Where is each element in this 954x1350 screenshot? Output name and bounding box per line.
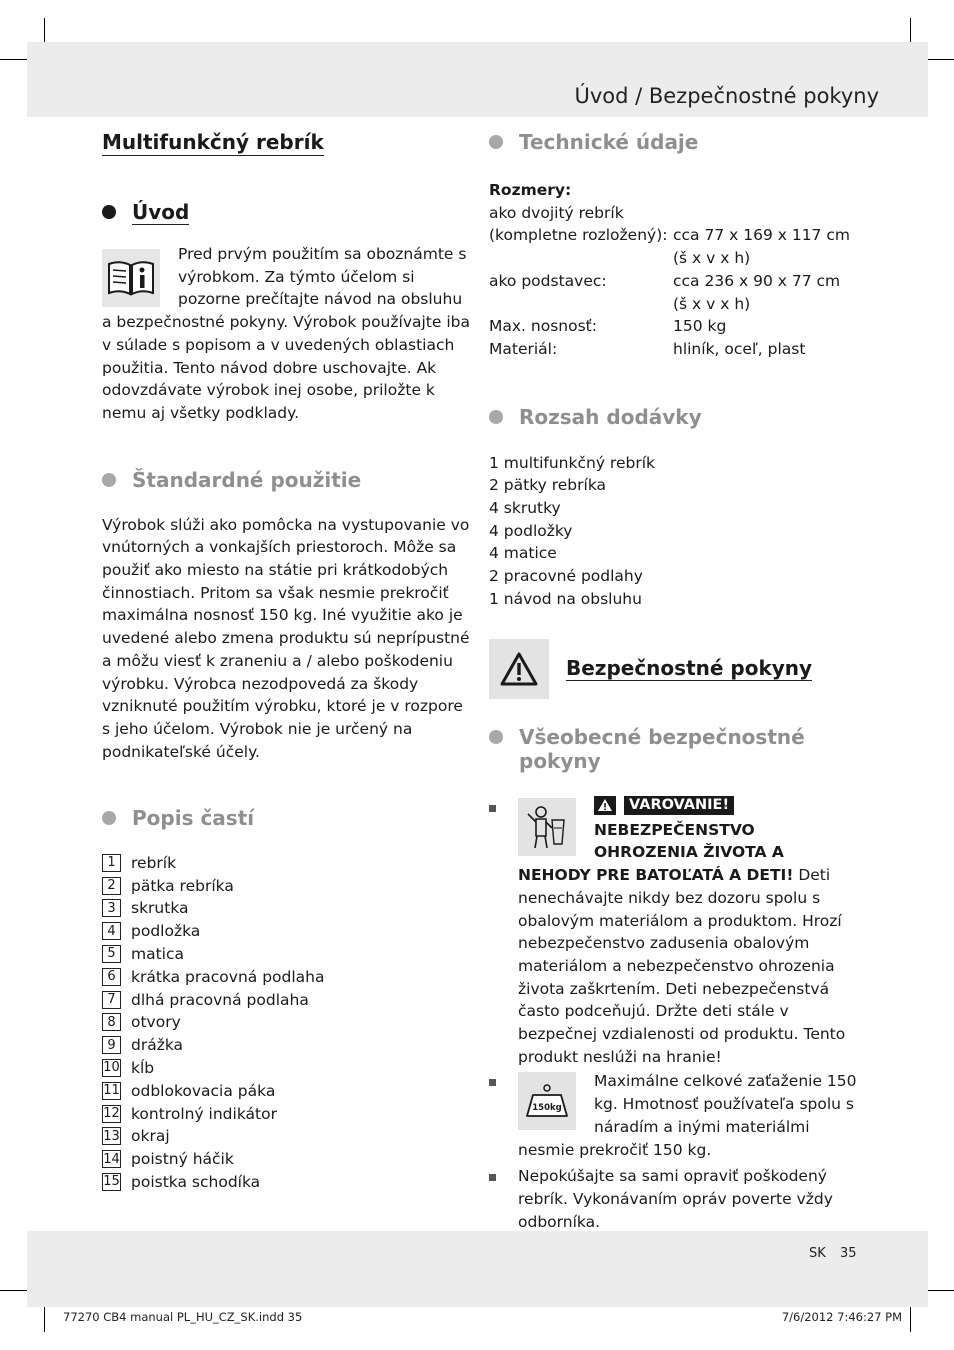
- part-number: 3: [102, 899, 121, 917]
- part-number: 15: [103, 1174, 120, 1190]
- spec-table: [489, 202, 859, 361]
- footer-band: [27, 1231, 928, 1307]
- warning-tag: VAROVANIE!: [624, 796, 734, 815]
- delivery-item: 2 pätky rebríka: [489, 476, 607, 495]
- warning-item: [489, 796, 859, 1069]
- crop-mark: [0, 59, 28, 60]
- part-label: poistka schodíka: [131, 1172, 261, 1191]
- spec-key: [489, 247, 673, 270]
- part-number: 2: [102, 877, 121, 895]
- part-row: [102, 1057, 470, 1080]
- part-number: 11: [103, 1083, 120, 1099]
- delivery-item: 1 multifunkčný rebrík: [489, 453, 655, 472]
- spec-value: (š x v x h): [673, 249, 751, 268]
- section-delivery: [489, 405, 859, 429]
- spec-value: (š x v x h): [673, 294, 751, 313]
- section-tech: [489, 130, 859, 154]
- part-number: 12: [103, 1106, 120, 1122]
- intro-text: Pred prvým použitím sa oboznámte s výrobkom. Za týmto účelom si pozorne prečítajte návod na obsluhu a bezpečnostné pokyny. Výrobok používajte iba v súlade s popisom a v uvedených oblastiach použitia. Tento návod dobre uschovajte. Ak odovzdávate výrobok inej osobe, priložte k nemu aj všetky podklady.: [102, 245, 470, 422]
- repair-text: Nepokúšajte sa sami opraviť poškodený rebrík. Vykonávaním opráv poverte vždy odborníka.: [518, 1167, 833, 1231]
- section-heading: Úvod: [132, 200, 190, 224]
- warning-text: Deti nenechávajte nikdy bez dozoru spolu s obalovým materiálom a produktom. Hrozí nebezpečenstvo zadusenia obalovým materiálom a nebezpečenstvo ohrozenia života zaškrtením. Deti nebezpečenstvá často podceňujú. Držte deti stále v bezpečnej vzdialenosti od produktu. Tento produkt neslúži na hranie!: [518, 866, 846, 1066]
- part-row: [102, 1148, 470, 1171]
- spec-value: hliník, oceľ, plast: [673, 339, 806, 358]
- delivery-item: 4 podložky: [489, 521, 573, 540]
- part-number: 9: [102, 1036, 121, 1054]
- part-label: matica: [131, 944, 185, 963]
- part-label: krátka pracovná podlaha: [131, 967, 325, 986]
- spec-value: cca 236 x 90 x 77 cm: [673, 271, 841, 290]
- part-row: [102, 988, 470, 1011]
- spec-row: [489, 270, 859, 293]
- section-bullet-icon: [102, 473, 116, 487]
- section-parts: [102, 806, 470, 830]
- spec-row: [489, 224, 859, 247]
- parts-list: [102, 851, 470, 1193]
- part-label: okraj: [131, 1127, 170, 1146]
- crop-mark: [44, 1304, 45, 1332]
- spec-key: ako podstavec:: [489, 271, 607, 290]
- safety-heading: Bezpečnostné pokyny: [566, 656, 813, 681]
- part-row: [102, 920, 470, 943]
- spec-row: [489, 202, 859, 225]
- part-row: [102, 965, 470, 988]
- crop-mark: [0, 1290, 28, 1291]
- warning-label: [594, 796, 734, 815]
- part-label: odblokovacia páka: [131, 1081, 276, 1100]
- left-column: [102, 130, 470, 1193]
- part-row: [102, 1034, 470, 1057]
- repair-item: [489, 1165, 859, 1233]
- part-row: [102, 1125, 470, 1148]
- part-label: drážka: [131, 1036, 184, 1055]
- part-number: 13: [103, 1128, 120, 1144]
- part-number: 7: [102, 991, 121, 1009]
- section-bullet-icon: [489, 730, 503, 744]
- spec-row: [489, 315, 859, 338]
- part-label: kontrolný indikátor: [131, 1104, 277, 1123]
- part-label: pätka rebríka: [131, 876, 234, 895]
- section-heading: Všeobecné bezpečnostné pokyny: [519, 724, 805, 773]
- safety-header: [489, 639, 859, 699]
- section-bullet-icon: [489, 410, 503, 424]
- part-number: 1: [102, 854, 121, 872]
- imprint-file: 77270 CB4 manual PL_HU_CZ_SK.indd 35: [63, 1310, 303, 1324]
- section-heading: Štandardné použitie: [132, 467, 362, 492]
- right-column: [489, 130, 859, 1233]
- part-row: [102, 1011, 470, 1034]
- part-label: otvory: [131, 1013, 181, 1032]
- spec-key: (kompletne rozložený):: [489, 226, 668, 245]
- section-heading: Popis častí: [132, 806, 255, 831]
- part-number: 6: [102, 968, 121, 986]
- part-row: [102, 1079, 470, 1102]
- delivery-item: 4 skrutky: [489, 499, 561, 518]
- small-warning-icon: [594, 796, 616, 815]
- spec-key: ako dvojitý rebrík: [489, 203, 624, 222]
- warning-triangle-icon: [489, 639, 549, 699]
- part-number: 8: [102, 1013, 121, 1031]
- list-bullet-icon: [489, 1079, 496, 1086]
- delivery-list: [489, 452, 859, 611]
- spec-row: [489, 247, 859, 270]
- intro-block: [102, 243, 470, 425]
- part-row: [102, 874, 470, 897]
- spec-key: Materiál:: [489, 339, 558, 358]
- main-title: Multifunkčný rebrík: [102, 130, 324, 154]
- footer-language: SK: [809, 1246, 826, 1261]
- page-number: 35: [840, 1246, 857, 1261]
- crop-mark: [910, 1304, 911, 1332]
- part-number: 4: [102, 922, 121, 940]
- section-intro: [102, 200, 470, 225]
- spec-value: 150 kg: [673, 317, 727, 336]
- part-row: [102, 943, 470, 966]
- delivery-item: 2 pracovné podlahy: [489, 567, 643, 586]
- section-bullet-icon: [489, 135, 503, 149]
- section-bullet-icon: [102, 205, 116, 219]
- manual-info-icon: [102, 249, 160, 307]
- part-row: [102, 897, 470, 920]
- spec-row: [489, 293, 859, 316]
- spec-key: Max. nosnosť:: [489, 317, 597, 336]
- part-number: 5: [102, 945, 121, 963]
- spec-key: [489, 293, 673, 316]
- spec-value: cca 77 x 169 x 117 cm: [673, 226, 850, 245]
- part-label: dlhá pracovná podlaha: [131, 990, 309, 1009]
- delivery-item: 1 návod na obsluhu: [489, 589, 642, 608]
- part-number: 14: [103, 1151, 120, 1167]
- section-intended-use: [102, 468, 470, 492]
- section-general-safety: [489, 725, 859, 773]
- crop-mark: [926, 1290, 954, 1291]
- part-label: poistný háčik: [131, 1150, 234, 1169]
- imprint-date: 7/6/2012 7:46:27 PM: [781, 1310, 902, 1324]
- dimensions-label: Rozmery:: [489, 181, 572, 199]
- part-row: [102, 1171, 470, 1194]
- warning-bold-text: NEBEZPEČENSTVO OHROZENIA ŽIVOTA A NEHODY PRE BATOĽATÁ A DETI!: [518, 820, 794, 885]
- part-row: [102, 1102, 470, 1125]
- part-label: skrutka: [131, 899, 189, 918]
- crop-mark: [926, 59, 954, 60]
- weight-icon-label: 150kg: [532, 1103, 562, 1114]
- load-text: Maximálne celkové zaťaženie 150 kg. Hmotnosť používateľa spolu s náradím a inými materiálmi nesmie prekročiť 150 kg.: [518, 1072, 857, 1159]
- intended-use-text: Výrobok slúži ako pomôcka na vystupovanie vo vnútorných a vonkajších priestoroch. Môže sa použiť ako miesto na státie pri krátkodobých činnostiach. Pritom sa však nesmie prekročiť maximálna nosnosť 150 kg. Iné využitie ako je uvedené alebo zmena produktu sú neprípustné a môžu viesť k zraneniu a / alebo poškodeniu výrobku. Výrobca nezodpovedá za škody vzniknuté použitím výrobku, ktoré je v rozpore s jeho účelom. Výrobok nie je určený na podnikateľské účely.: [102, 515, 470, 761]
- part-number: 10: [103, 1060, 120, 1076]
- list-bullet-icon: [489, 805, 496, 812]
- delivery-item: 4 matice: [489, 544, 557, 563]
- part-label: kĺb: [131, 1058, 155, 1077]
- part-label: podložka: [131, 922, 201, 941]
- part-label: rebrík: [131, 853, 177, 872]
- weight-150kg-icon: [518, 1072, 576, 1130]
- page-header-title: Úvod / Bezpečnostné pokyny: [574, 84, 879, 108]
- load-item: [489, 1070, 859, 1161]
- section-bullet-icon: [102, 811, 116, 825]
- section-heading: Technické údaje: [519, 130, 699, 154]
- part-row: [102, 851, 470, 874]
- section-heading: Rozsah dodávky: [519, 404, 702, 429]
- child-danger-icon: [518, 798, 576, 856]
- spec-row: [489, 338, 859, 361]
- list-bullet-icon: [489, 1174, 496, 1181]
